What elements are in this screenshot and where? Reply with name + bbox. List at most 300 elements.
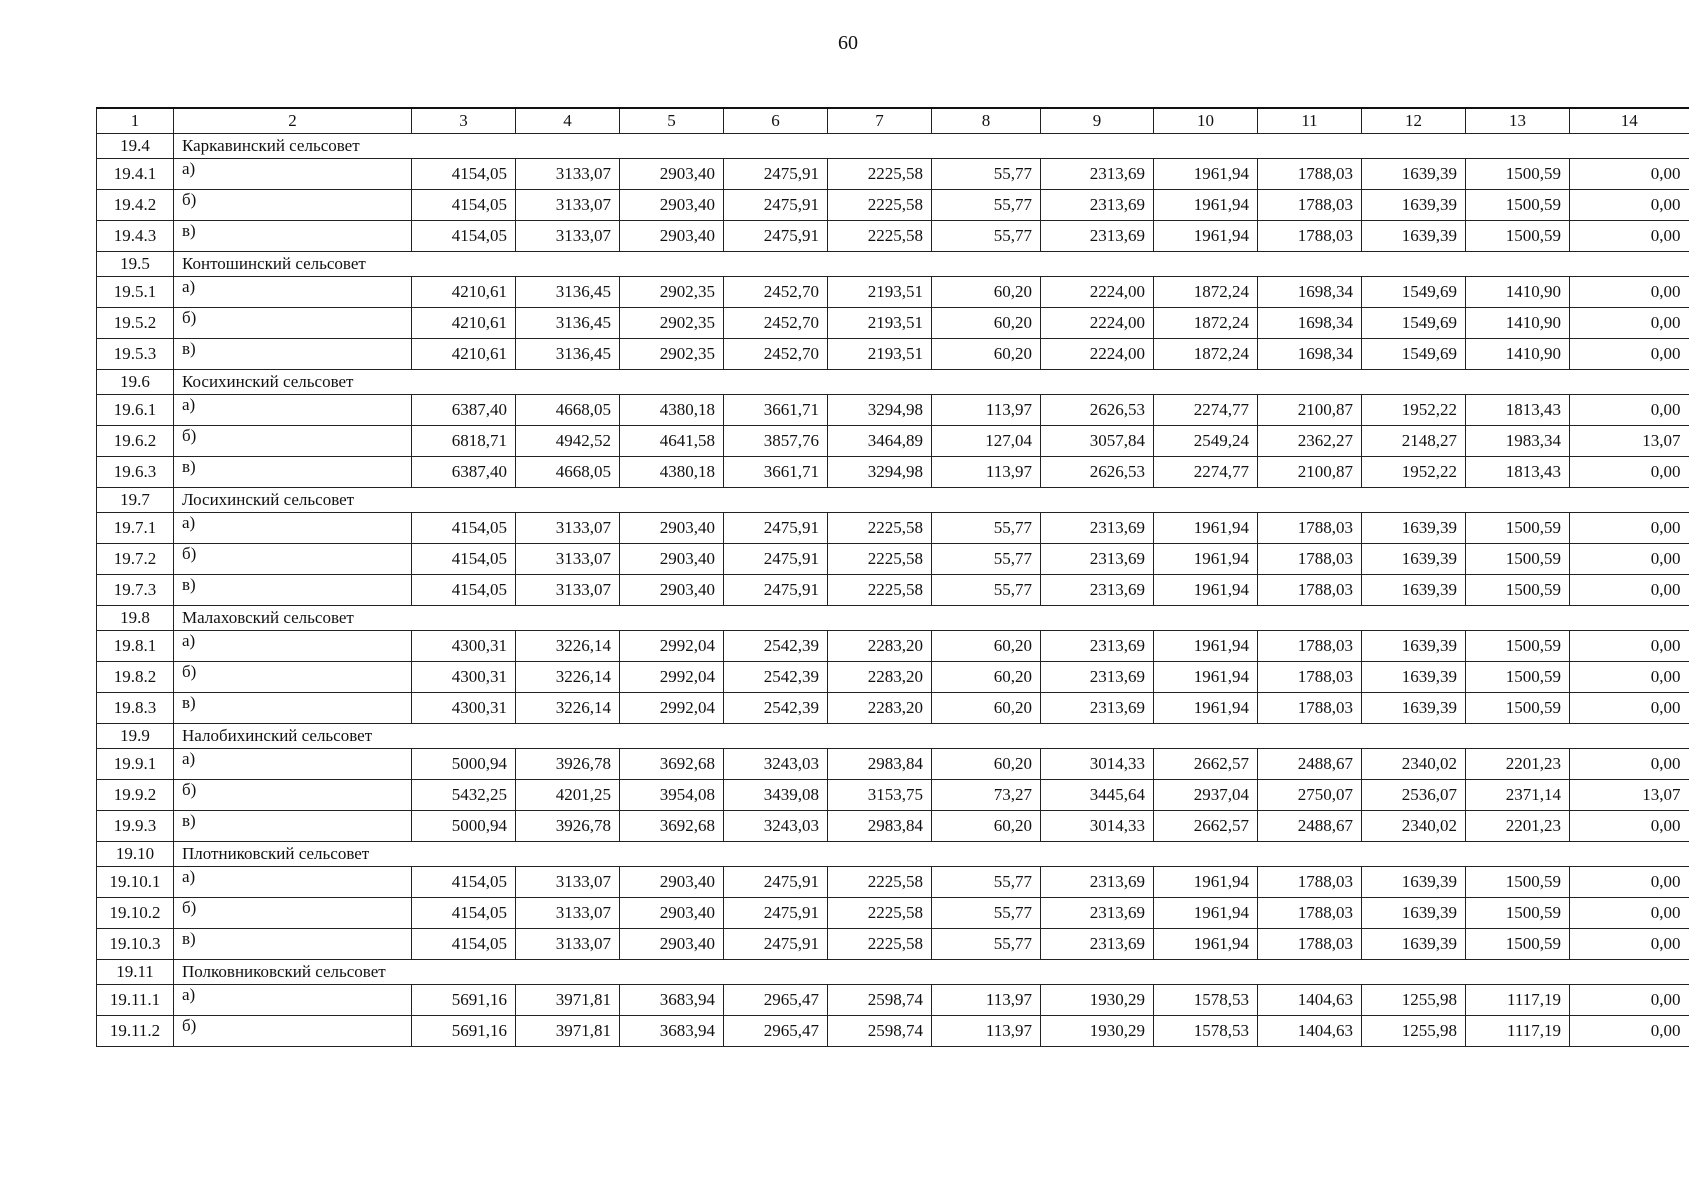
row-number: 19.4.1 bbox=[97, 159, 174, 190]
value-cell: 0,00 bbox=[1570, 513, 1689, 544]
value-cell: 0,00 bbox=[1570, 190, 1689, 221]
value-cell: 2903,40 bbox=[620, 575, 724, 606]
table-row bbox=[97, 780, 1689, 811]
column-number: 2 bbox=[174, 108, 412, 134]
section-number: 19.4 bbox=[97, 134, 174, 159]
value-cell: 1549,69 bbox=[1362, 339, 1466, 370]
table-row bbox=[97, 221, 1689, 252]
section-number: 19.5 bbox=[97, 252, 174, 277]
table-row bbox=[97, 1016, 1689, 1047]
table-row bbox=[97, 395, 1689, 426]
value-cell: 113,97 bbox=[932, 985, 1041, 1016]
value-cell: 1961,94 bbox=[1154, 513, 1258, 544]
value-cell: 1639,39 bbox=[1362, 221, 1466, 252]
value-cell: 55,77 bbox=[932, 159, 1041, 190]
value-cell: 2626,53 bbox=[1041, 457, 1154, 488]
value-cell: 3661,71 bbox=[724, 395, 828, 426]
value-cell: 1788,03 bbox=[1258, 221, 1362, 252]
value-cell: 2542,39 bbox=[724, 631, 828, 662]
value-cell: 4154,05 bbox=[412, 898, 516, 929]
value-cell: 3294,98 bbox=[828, 457, 932, 488]
value-cell: 2224,00 bbox=[1041, 277, 1154, 308]
row-number: 19.11.1 bbox=[97, 985, 174, 1016]
table-row bbox=[97, 339, 1689, 370]
value-cell: 113,97 bbox=[932, 1016, 1041, 1047]
value-cell: 3133,07 bbox=[516, 867, 620, 898]
value-cell: 1549,69 bbox=[1362, 277, 1466, 308]
value-cell: 1500,59 bbox=[1466, 631, 1570, 662]
value-cell: 60,20 bbox=[932, 811, 1041, 842]
row-number: 19.8.1 bbox=[97, 631, 174, 662]
value-cell: 2224,00 bbox=[1041, 308, 1154, 339]
section-row bbox=[97, 134, 1689, 159]
value-cell: 2536,07 bbox=[1362, 780, 1466, 811]
table-row bbox=[97, 457, 1689, 488]
value-cell: 60,20 bbox=[932, 308, 1041, 339]
value-cell: 2313,69 bbox=[1041, 575, 1154, 606]
table-row bbox=[97, 190, 1689, 221]
value-cell: 2225,58 bbox=[828, 190, 932, 221]
value-cell: 0,00 bbox=[1570, 811, 1689, 842]
value-cell: 60,20 bbox=[932, 662, 1041, 693]
row-label: а) bbox=[174, 277, 412, 308]
value-cell: 1961,94 bbox=[1154, 662, 1258, 693]
value-cell: 3133,07 bbox=[516, 159, 620, 190]
row-number: 19.4.3 bbox=[97, 221, 174, 252]
value-cell: 2903,40 bbox=[620, 190, 724, 221]
section-row bbox=[97, 488, 1689, 513]
value-cell: 3683,94 bbox=[620, 1016, 724, 1047]
value-cell: 1961,94 bbox=[1154, 575, 1258, 606]
value-cell: 3136,45 bbox=[516, 339, 620, 370]
value-cell: 2201,23 bbox=[1466, 811, 1570, 842]
value-cell: 3133,07 bbox=[516, 929, 620, 960]
row-number: 19.8.3 bbox=[97, 693, 174, 724]
value-cell: 2549,24 bbox=[1154, 426, 1258, 457]
value-cell: 1117,19 bbox=[1466, 985, 1570, 1016]
page-number: 60 bbox=[838, 32, 858, 54]
value-cell: 1961,94 bbox=[1154, 190, 1258, 221]
row-label: б) bbox=[174, 190, 412, 221]
value-cell: 3153,75 bbox=[828, 780, 932, 811]
value-cell: 1639,39 bbox=[1362, 631, 1466, 662]
value-cell: 2313,69 bbox=[1041, 159, 1154, 190]
value-cell: 0,00 bbox=[1570, 395, 1689, 426]
column-number: 9 bbox=[1041, 108, 1154, 134]
value-cell: 2902,35 bbox=[620, 308, 724, 339]
value-cell: 1788,03 bbox=[1258, 159, 1362, 190]
row-label: б) bbox=[174, 426, 412, 457]
value-cell: 2274,77 bbox=[1154, 395, 1258, 426]
value-cell: 2313,69 bbox=[1041, 544, 1154, 575]
value-cell: 5691,16 bbox=[412, 985, 516, 1016]
value-cell: 5000,94 bbox=[412, 811, 516, 842]
value-cell: 3133,07 bbox=[516, 544, 620, 575]
value-cell: 3014,33 bbox=[1041, 749, 1154, 780]
row-label: а) bbox=[174, 395, 412, 426]
value-cell: 2662,57 bbox=[1154, 749, 1258, 780]
value-cell: 3136,45 bbox=[516, 308, 620, 339]
value-cell: 1639,39 bbox=[1362, 544, 1466, 575]
value-cell: 3226,14 bbox=[516, 631, 620, 662]
value-cell: 1639,39 bbox=[1362, 662, 1466, 693]
section-row bbox=[97, 960, 1689, 985]
value-cell: 2992,04 bbox=[620, 662, 724, 693]
section-name: Каркавинский сельсовет bbox=[174, 134, 1689, 159]
row-label: в) bbox=[174, 575, 412, 606]
value-cell: 1500,59 bbox=[1466, 867, 1570, 898]
section-row bbox=[97, 724, 1689, 749]
value-cell: 2452,70 bbox=[724, 277, 828, 308]
value-cell: 5000,94 bbox=[412, 749, 516, 780]
row-label: б) bbox=[174, 308, 412, 339]
value-cell: 2371,14 bbox=[1466, 780, 1570, 811]
row-label: а) bbox=[174, 985, 412, 1016]
row-number: 19.8.2 bbox=[97, 662, 174, 693]
row-label: в) bbox=[174, 221, 412, 252]
row-number: 19.6.1 bbox=[97, 395, 174, 426]
value-cell: 1117,19 bbox=[1466, 1016, 1570, 1047]
value-cell: 3133,07 bbox=[516, 575, 620, 606]
value-cell: 4154,05 bbox=[412, 190, 516, 221]
value-cell: 3136,45 bbox=[516, 277, 620, 308]
value-cell: 4210,61 bbox=[412, 308, 516, 339]
section-number: 19.8 bbox=[97, 606, 174, 631]
value-cell: 4201,25 bbox=[516, 780, 620, 811]
value-cell: 4641,58 bbox=[620, 426, 724, 457]
value-cell: 3014,33 bbox=[1041, 811, 1154, 842]
value-cell: 1983,34 bbox=[1466, 426, 1570, 457]
value-cell: 2475,91 bbox=[724, 575, 828, 606]
value-cell: 1961,94 bbox=[1154, 159, 1258, 190]
row-number: 19.9.3 bbox=[97, 811, 174, 842]
table-row bbox=[97, 811, 1689, 842]
value-cell: 2992,04 bbox=[620, 631, 724, 662]
value-cell: 1961,94 bbox=[1154, 929, 1258, 960]
column-number: 11 bbox=[1258, 108, 1362, 134]
value-cell: 1872,24 bbox=[1154, 339, 1258, 370]
value-cell: 2313,69 bbox=[1041, 221, 1154, 252]
value-cell: 3692,68 bbox=[620, 811, 724, 842]
value-cell: 3926,78 bbox=[516, 811, 620, 842]
value-cell: 3243,03 bbox=[724, 749, 828, 780]
value-cell: 2542,39 bbox=[724, 693, 828, 724]
column-number-row bbox=[97, 108, 1689, 134]
value-cell: 1639,39 bbox=[1362, 693, 1466, 724]
value-cell: 113,97 bbox=[932, 395, 1041, 426]
value-cell: 4380,18 bbox=[620, 395, 724, 426]
value-cell: 3294,98 bbox=[828, 395, 932, 426]
row-label: б) bbox=[174, 662, 412, 693]
value-cell: 0,00 bbox=[1570, 308, 1689, 339]
value-cell: 3857,76 bbox=[724, 426, 828, 457]
value-cell: 2983,84 bbox=[828, 749, 932, 780]
row-number: 19.5.3 bbox=[97, 339, 174, 370]
value-cell: 1578,53 bbox=[1154, 985, 1258, 1016]
value-cell: 4210,61 bbox=[412, 339, 516, 370]
value-cell: 0,00 bbox=[1570, 159, 1689, 190]
value-cell: 2313,69 bbox=[1041, 898, 1154, 929]
value-cell: 3133,07 bbox=[516, 898, 620, 929]
value-cell: 4300,31 bbox=[412, 662, 516, 693]
value-cell: 3683,94 bbox=[620, 985, 724, 1016]
value-cell: 2313,69 bbox=[1041, 867, 1154, 898]
value-cell: 2225,58 bbox=[828, 575, 932, 606]
value-cell: 2902,35 bbox=[620, 339, 724, 370]
table-row bbox=[97, 513, 1689, 544]
row-number: 19.7.2 bbox=[97, 544, 174, 575]
value-cell: 1788,03 bbox=[1258, 575, 1362, 606]
value-cell: 0,00 bbox=[1570, 544, 1689, 575]
value-cell: 6818,71 bbox=[412, 426, 516, 457]
value-cell: 4154,05 bbox=[412, 867, 516, 898]
table-row bbox=[97, 662, 1689, 693]
value-cell: 2992,04 bbox=[620, 693, 724, 724]
value-cell: 2475,91 bbox=[724, 929, 828, 960]
row-number: 19.9.2 bbox=[97, 780, 174, 811]
value-cell: 0,00 bbox=[1570, 339, 1689, 370]
row-label: в) bbox=[174, 339, 412, 370]
value-cell: 73,27 bbox=[932, 780, 1041, 811]
value-cell: 2488,67 bbox=[1258, 811, 1362, 842]
value-cell: 1961,94 bbox=[1154, 693, 1258, 724]
value-cell: 1500,59 bbox=[1466, 575, 1570, 606]
section-number: 19.10 bbox=[97, 842, 174, 867]
value-cell: 1961,94 bbox=[1154, 221, 1258, 252]
section-name: Полковниковский сельсовет bbox=[174, 960, 1689, 985]
value-cell: 2313,69 bbox=[1041, 662, 1154, 693]
column-number: 8 bbox=[932, 108, 1041, 134]
value-cell: 2193,51 bbox=[828, 277, 932, 308]
row-number: 19.10.2 bbox=[97, 898, 174, 929]
value-cell: 55,77 bbox=[932, 513, 1041, 544]
row-number: 19.10.1 bbox=[97, 867, 174, 898]
table-row bbox=[97, 867, 1689, 898]
value-cell: 5691,16 bbox=[412, 1016, 516, 1047]
value-cell: 1639,39 bbox=[1362, 867, 1466, 898]
value-cell: 1698,34 bbox=[1258, 308, 1362, 339]
value-cell: 1639,39 bbox=[1362, 898, 1466, 929]
section-number: 19.7 bbox=[97, 488, 174, 513]
row-number: 19.9.1 bbox=[97, 749, 174, 780]
value-cell: 1788,03 bbox=[1258, 867, 1362, 898]
column-number: 1 bbox=[97, 108, 174, 134]
value-cell: 0,00 bbox=[1570, 457, 1689, 488]
section-name: Контошинский сельсовет bbox=[174, 252, 1689, 277]
column-number: 3 bbox=[412, 108, 516, 134]
value-cell: 4300,31 bbox=[412, 693, 516, 724]
value-cell: 2488,67 bbox=[1258, 749, 1362, 780]
value-cell: 1952,22 bbox=[1362, 395, 1466, 426]
value-cell: 0,00 bbox=[1570, 575, 1689, 606]
value-cell: 2100,87 bbox=[1258, 457, 1362, 488]
table-row bbox=[97, 985, 1689, 1016]
value-cell: 1500,59 bbox=[1466, 159, 1570, 190]
section-name: Косихинский сельсовет bbox=[174, 370, 1689, 395]
value-cell: 2225,58 bbox=[828, 159, 932, 190]
value-cell: 3226,14 bbox=[516, 662, 620, 693]
value-cell: 3133,07 bbox=[516, 221, 620, 252]
value-cell: 1255,98 bbox=[1362, 985, 1466, 1016]
value-cell: 1410,90 bbox=[1466, 277, 1570, 308]
section-row bbox=[97, 842, 1689, 867]
column-number: 6 bbox=[724, 108, 828, 134]
value-cell: 1788,03 bbox=[1258, 662, 1362, 693]
value-cell: 1410,90 bbox=[1466, 339, 1570, 370]
value-cell: 1639,39 bbox=[1362, 575, 1466, 606]
section-number: 19.6 bbox=[97, 370, 174, 395]
row-number: 19.4.2 bbox=[97, 190, 174, 221]
value-cell: 2225,58 bbox=[828, 544, 932, 575]
table-row bbox=[97, 426, 1689, 457]
table-row bbox=[97, 929, 1689, 960]
value-cell: 2362,27 bbox=[1258, 426, 1362, 457]
value-cell: 2903,40 bbox=[620, 544, 724, 575]
value-cell: 2903,40 bbox=[620, 929, 724, 960]
value-cell: 3445,64 bbox=[1041, 780, 1154, 811]
value-cell: 2225,58 bbox=[828, 929, 932, 960]
value-cell: 1500,59 bbox=[1466, 513, 1570, 544]
value-cell: 1639,39 bbox=[1362, 929, 1466, 960]
table-row bbox=[97, 575, 1689, 606]
value-cell: 0,00 bbox=[1570, 929, 1689, 960]
value-cell: 0,00 bbox=[1570, 898, 1689, 929]
value-cell: 4300,31 bbox=[412, 631, 516, 662]
value-cell: 2283,20 bbox=[828, 693, 932, 724]
value-cell: 1788,03 bbox=[1258, 929, 1362, 960]
section-name: Налобихинский сельсовет bbox=[174, 724, 1689, 749]
value-cell: 3971,81 bbox=[516, 985, 620, 1016]
value-cell: 13,07 bbox=[1570, 780, 1689, 811]
value-cell: 2903,40 bbox=[620, 221, 724, 252]
value-cell: 3226,14 bbox=[516, 693, 620, 724]
section-name: Малаховский сельсовет bbox=[174, 606, 1689, 631]
value-cell: 1578,53 bbox=[1154, 1016, 1258, 1047]
value-cell: 2903,40 bbox=[620, 159, 724, 190]
value-cell: 2750,07 bbox=[1258, 780, 1362, 811]
value-cell: 2313,69 bbox=[1041, 513, 1154, 544]
value-cell: 1952,22 bbox=[1362, 457, 1466, 488]
value-cell: 2662,57 bbox=[1154, 811, 1258, 842]
value-cell: 2283,20 bbox=[828, 662, 932, 693]
value-cell: 2340,02 bbox=[1362, 749, 1466, 780]
value-cell: 1500,59 bbox=[1466, 929, 1570, 960]
value-cell: 3243,03 bbox=[724, 811, 828, 842]
column-number: 13 bbox=[1466, 108, 1570, 134]
value-cell: 55,77 bbox=[932, 575, 1041, 606]
table-row bbox=[97, 159, 1689, 190]
value-cell: 55,77 bbox=[932, 221, 1041, 252]
value-cell: 3971,81 bbox=[516, 1016, 620, 1047]
section-row bbox=[97, 606, 1689, 631]
value-cell: 1961,94 bbox=[1154, 867, 1258, 898]
value-cell: 1788,03 bbox=[1258, 544, 1362, 575]
section-name: Лосихинский сельсовет bbox=[174, 488, 1689, 513]
value-cell: 2340,02 bbox=[1362, 811, 1466, 842]
value-cell: 1813,43 bbox=[1466, 395, 1570, 426]
value-cell: 1500,59 bbox=[1466, 693, 1570, 724]
value-cell: 1639,39 bbox=[1362, 190, 1466, 221]
value-cell: 2313,69 bbox=[1041, 631, 1154, 662]
value-cell: 0,00 bbox=[1570, 693, 1689, 724]
value-cell: 2452,70 bbox=[724, 339, 828, 370]
value-cell: 60,20 bbox=[932, 693, 1041, 724]
value-cell: 13,07 bbox=[1570, 426, 1689, 457]
value-cell: 3133,07 bbox=[516, 513, 620, 544]
value-cell: 2225,58 bbox=[828, 898, 932, 929]
value-cell: 1961,94 bbox=[1154, 898, 1258, 929]
value-cell: 2313,69 bbox=[1041, 929, 1154, 960]
value-cell: 4154,05 bbox=[412, 221, 516, 252]
value-cell: 113,97 bbox=[932, 457, 1041, 488]
value-cell: 2965,47 bbox=[724, 1016, 828, 1047]
value-cell: 6387,40 bbox=[412, 457, 516, 488]
column-number: 4 bbox=[516, 108, 620, 134]
value-cell: 1500,59 bbox=[1466, 544, 1570, 575]
value-cell: 127,04 bbox=[932, 426, 1041, 457]
value-cell: 3439,08 bbox=[724, 780, 828, 811]
value-cell: 1930,29 bbox=[1041, 1016, 1154, 1047]
value-cell: 1698,34 bbox=[1258, 339, 1362, 370]
value-cell: 2283,20 bbox=[828, 631, 932, 662]
section-number: 19.9 bbox=[97, 724, 174, 749]
value-cell: 2201,23 bbox=[1466, 749, 1570, 780]
value-cell: 1500,59 bbox=[1466, 221, 1570, 252]
column-number: 5 bbox=[620, 108, 724, 134]
table-row bbox=[97, 898, 1689, 929]
value-cell: 1788,03 bbox=[1258, 513, 1362, 544]
column-number: 14 bbox=[1570, 108, 1689, 134]
value-cell: 3464,89 bbox=[828, 426, 932, 457]
value-cell: 4668,05 bbox=[516, 395, 620, 426]
value-cell: 1404,63 bbox=[1258, 985, 1362, 1016]
value-cell: 3661,71 bbox=[724, 457, 828, 488]
value-cell: 4154,05 bbox=[412, 929, 516, 960]
column-number: 10 bbox=[1154, 108, 1258, 134]
value-cell: 60,20 bbox=[932, 631, 1041, 662]
value-cell: 4942,52 bbox=[516, 426, 620, 457]
value-cell: 2983,84 bbox=[828, 811, 932, 842]
value-cell: 1410,90 bbox=[1466, 308, 1570, 339]
value-cell: 3133,07 bbox=[516, 190, 620, 221]
value-cell: 0,00 bbox=[1570, 221, 1689, 252]
value-cell: 5432,25 bbox=[412, 780, 516, 811]
value-cell: 4668,05 bbox=[516, 457, 620, 488]
value-cell: 2903,40 bbox=[620, 867, 724, 898]
value-cell: 4380,18 bbox=[620, 457, 724, 488]
value-cell: 0,00 bbox=[1570, 277, 1689, 308]
value-cell: 1961,94 bbox=[1154, 544, 1258, 575]
row-label: а) bbox=[174, 631, 412, 662]
value-cell: 1404,63 bbox=[1258, 1016, 1362, 1047]
row-label: б) bbox=[174, 1016, 412, 1047]
row-number: 19.6.2 bbox=[97, 426, 174, 457]
value-cell: 4210,61 bbox=[412, 277, 516, 308]
row-label: б) bbox=[174, 780, 412, 811]
row-label: в) bbox=[174, 929, 412, 960]
value-cell: 4154,05 bbox=[412, 575, 516, 606]
value-cell: 0,00 bbox=[1570, 749, 1689, 780]
value-cell: 2225,58 bbox=[828, 221, 932, 252]
value-cell: 3954,08 bbox=[620, 780, 724, 811]
value-cell: 2475,91 bbox=[724, 544, 828, 575]
row-number: 19.11.2 bbox=[97, 1016, 174, 1047]
value-cell: 2193,51 bbox=[828, 308, 932, 339]
value-cell: 2475,91 bbox=[724, 159, 828, 190]
row-label: а) bbox=[174, 513, 412, 544]
value-cell: 1500,59 bbox=[1466, 662, 1570, 693]
row-label: а) bbox=[174, 749, 412, 780]
